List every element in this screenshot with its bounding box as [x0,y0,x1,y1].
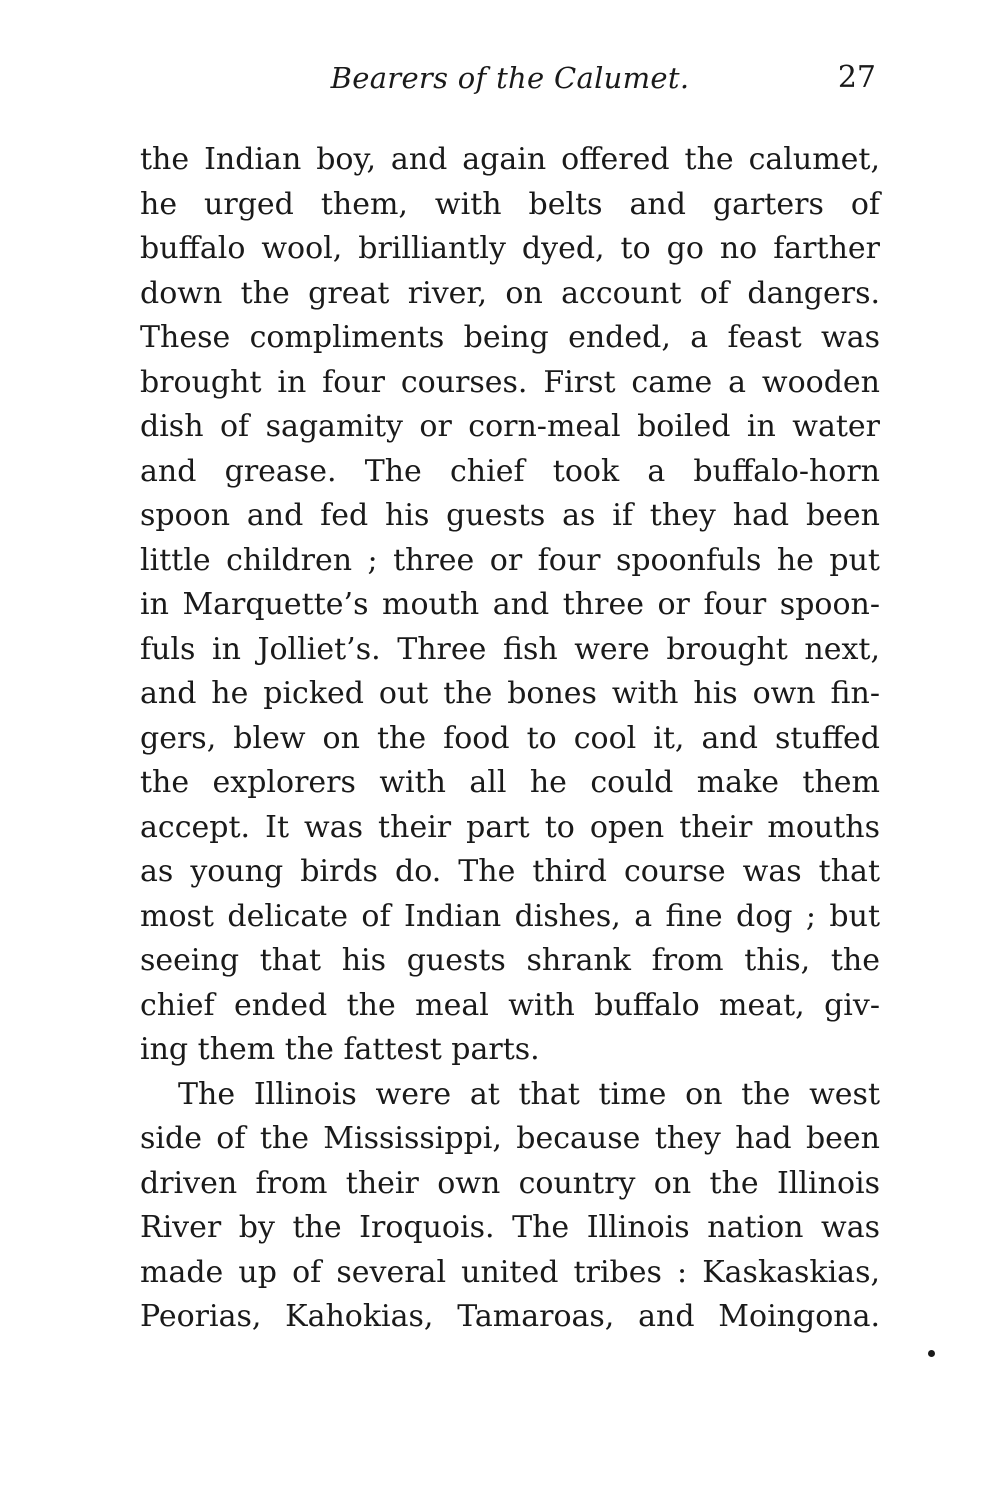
text-line: seeing that his guests shrank from this, the [140,943,880,978]
text-line: driven from their own country on the Illinois [140,1165,880,1201]
text-line: and he picked out the bones with his own fin- [140,676,880,711]
text-line: in Marquette’s mouth and three or four spoon- [140,587,880,622]
ink-speck [928,1350,935,1357]
text-line: accept. It was their part to open their mouths [140,809,880,845]
text-line: buffalo wool, brilliantly dyed, to go no farther [140,231,880,266]
text-line: down the great river, on account of dangers. [140,275,880,311]
text-line: dish of sagamity or corn-meal boiled in water [140,409,880,444]
text-line: the Indian boy, and again offered the calumet, [140,142,880,177]
text-line: ing them the fattest parts. [140,1032,540,1067]
text-line: as young birds do. The third course was that [140,854,880,889]
text-line: The Illinois were at that time on the west [178,1076,880,1112]
text-line: the explorers with all he could make them [140,765,880,800]
text-line: chief ended the meal with buffalo meat, giv- [140,987,880,1023]
text-line: Peorias, Kahokias, Tamaroas, and Moingona. [140,1299,880,1334]
text-line: he urged them, with belts and garters of [140,186,880,222]
text-line: River by the Iroquois. The Illinois nation was [140,1210,880,1245]
text-line: spoon and fed his guests as if they had been [140,498,880,533]
body-text [140,138,880,1340]
running-title: Bearers of the Calumet. [330,61,690,95]
text-line: gers, blew on the food to cool it, and stuffed [140,720,880,756]
page-number: 27 [837,60,876,95]
text-line: side of the Mississippi, because they had been [140,1121,880,1156]
running-head [140,58,880,102]
text-line: most delicate of Indian dishes, a fine dog ; but [140,898,880,934]
paragraph-2 [140,1073,880,1340]
text-line: little children ; three or four spoonfuls he put [140,542,880,578]
paragraph-1 [140,138,880,1073]
text-line: and grease. The chief took a buffalo-horn [140,453,880,489]
text-line: brought in four courses. First came a wooden [140,364,880,400]
text-line: These compliments being ended, a feast was [140,320,880,355]
text-line: made up of several united tribes : Kaskaskias, [140,1254,880,1290]
text-line: fuls in Jolliet’s. Three fish were brought next, [140,631,880,667]
